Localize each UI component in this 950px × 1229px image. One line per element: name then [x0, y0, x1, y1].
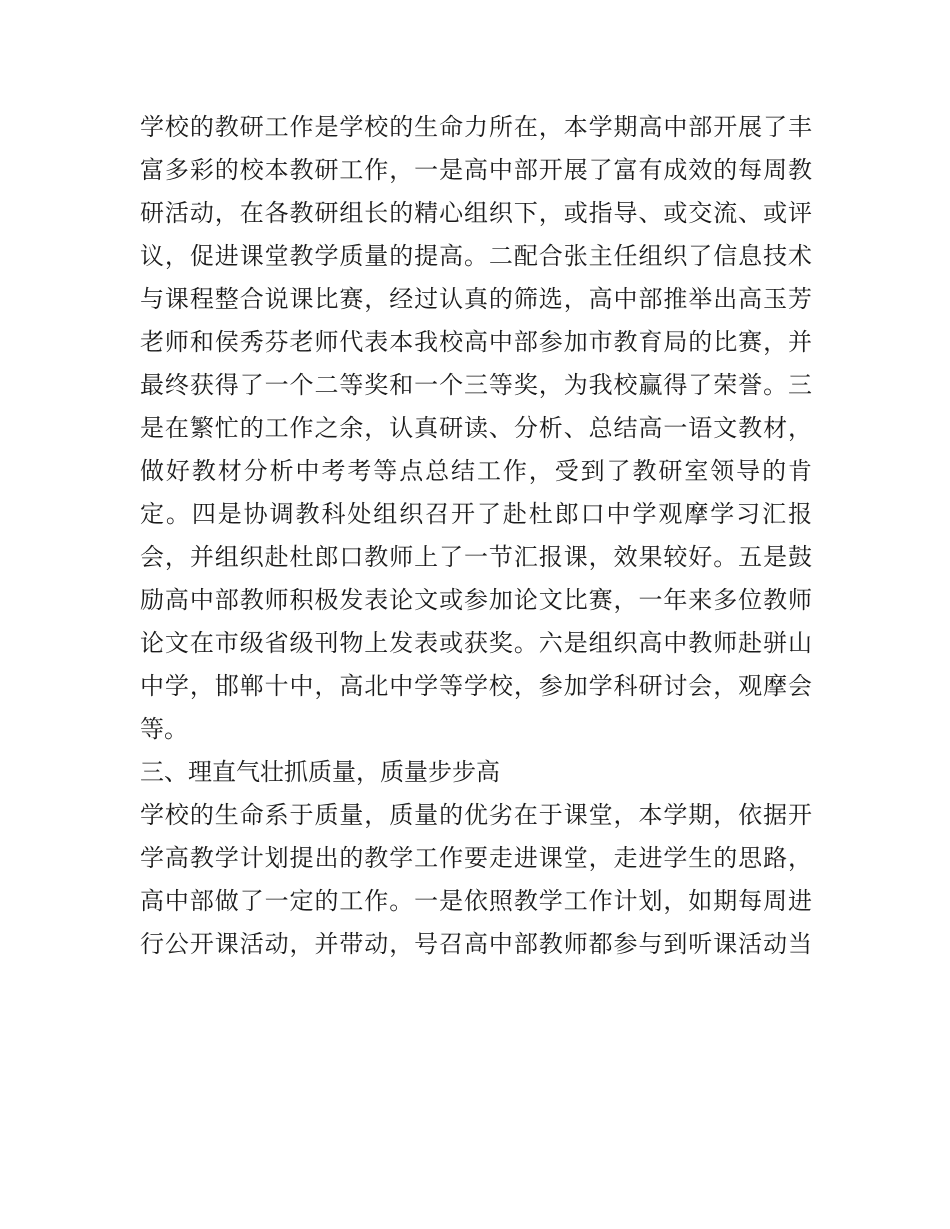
text-line: 老师和侯秀芬老师代表本我校高中部参加市教育局的比赛，并: [140, 328, 812, 356]
text-line: 议，促进课堂教学质量的提高。二配合张主任组织了信息技术: [140, 242, 812, 270]
text-line: 励高中部教师积极发表论文或参加论文比赛，一年来多位教师: [140, 586, 812, 614]
text-line: 富多彩的校本教研工作，一是高中部开展了富有成效的每周教: [140, 156, 812, 184]
body-text: [140, 106, 812, 966]
text-line: 学校的教研工作是学校的生命力所在，本学期高中部开展了丰: [140, 113, 812, 141]
text-line: 定。四是协调教科处组织召开了赴杜郎口中学观摩学习汇报: [140, 500, 812, 528]
text-line: 等。: [140, 715, 188, 743]
text-line: 会，并组织赴杜郎口教师上了一节汇报课，效果较好。五是鼓: [140, 543, 812, 571]
text-line: 中学，邯郸十中，高北中学等学校，参加学科研讨会，观摩会: [140, 672, 812, 700]
text-line: 研活动，在各教研组长的精心组织下，或指导、或交流、或评: [140, 199, 812, 227]
text-line: 论文在市级省级刊物上发表或获奖。六是组织高中教师赴骈山: [140, 629, 812, 657]
section-heading: 三、理直气壮抓质量，质量步步高: [140, 758, 500, 786]
text-line: 是在繁忙的工作之余，认真研读、分析、总结高一语文教材，: [140, 414, 812, 442]
text-line: 最终获得了一个二等奖和一个三等奖，为我校赢得了荣誉。三: [140, 371, 812, 399]
text-line: 做好教材分析中考考等点总结工作，受到了教研室领导的肯: [140, 457, 812, 485]
text-line: 行公开课活动，并带动，号召高中部教师都参与到听课活动当: [140, 930, 812, 958]
text-line: 学高教学计划提出的教学工作要走进课堂，走进学生的思路，: [140, 844, 812, 872]
text-line: 与课程整合说课比赛，经过认真的筛选，高中部推举出高玉芳: [140, 285, 812, 313]
text-line: 学校的生命系于质量，质量的优劣在于课堂，本学期，依据开: [140, 801, 812, 829]
text-line: 高中部做了一定的工作。一是依照教学工作计划，如期每周进: [140, 887, 812, 915]
